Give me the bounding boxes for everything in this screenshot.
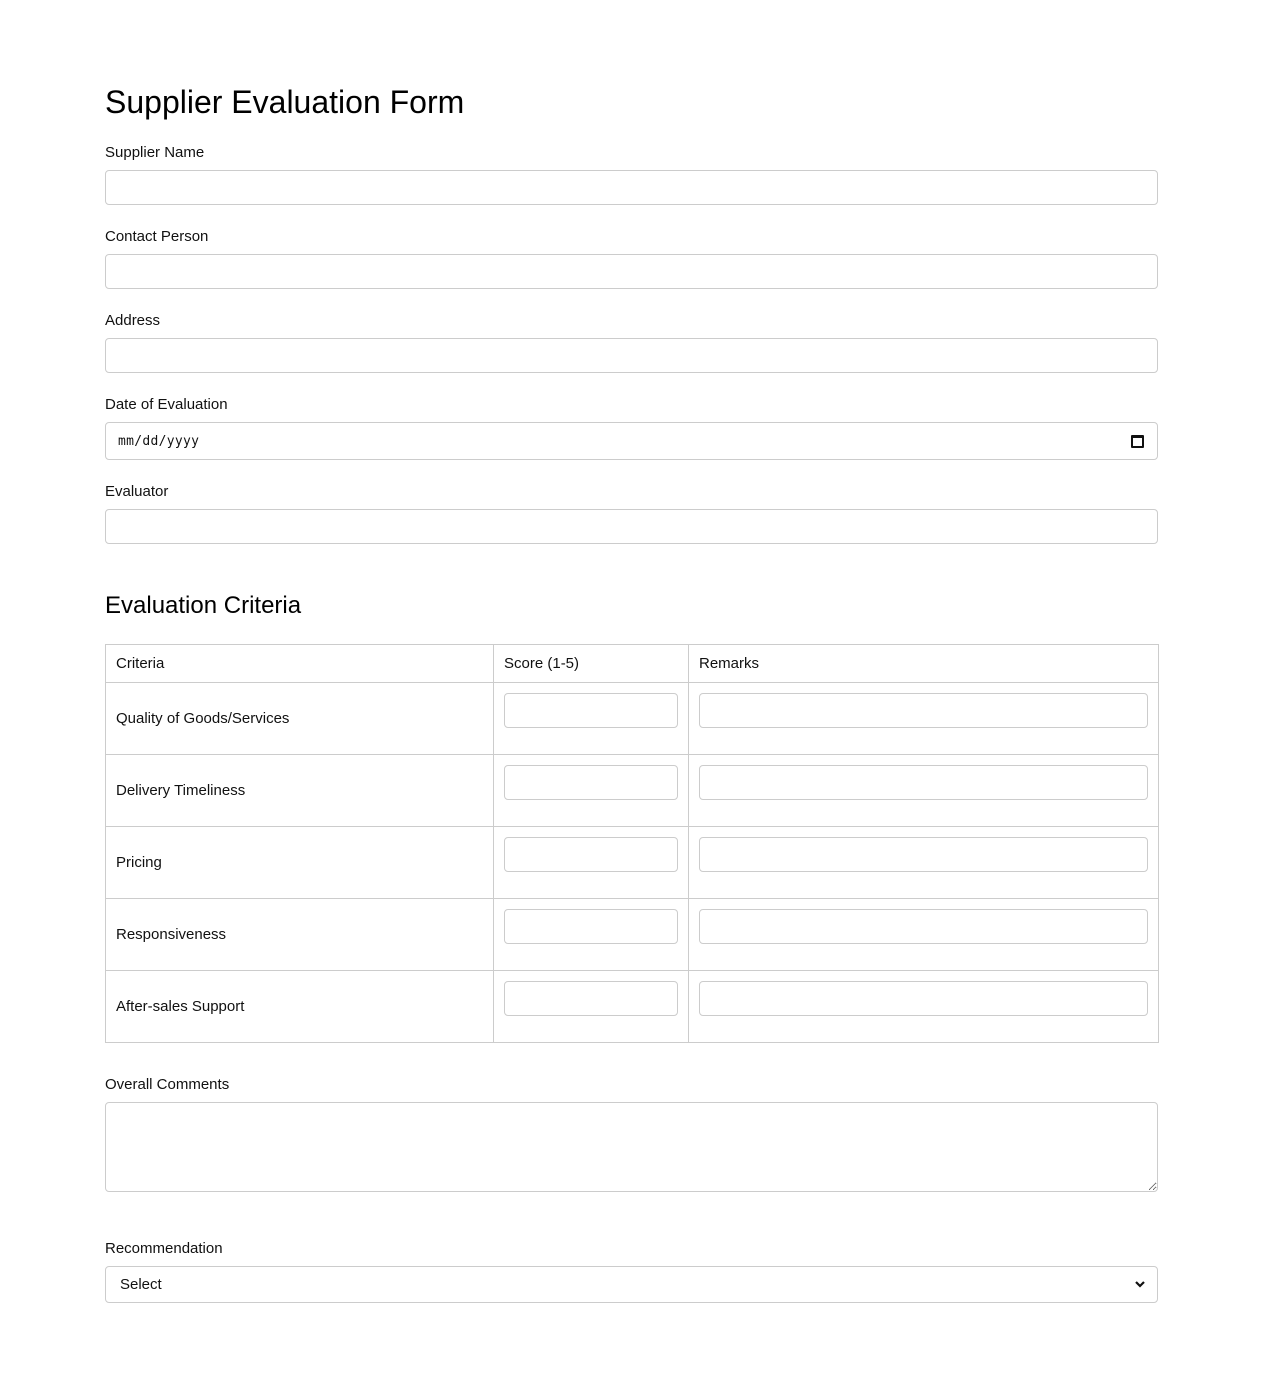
- supplier-name-field: [105, 144, 1158, 205]
- contact-person-label: Contact Person: [105, 228, 209, 245]
- remarks-cell: [689, 755, 1159, 827]
- score-cell: [494, 755, 689, 827]
- criteria-name: Pricing: [106, 827, 494, 899]
- remarks-cell: [689, 827, 1159, 899]
- column-header-score: Score (1-5): [494, 645, 689, 683]
- chevron-down-icon: [1135, 1279, 1145, 1289]
- address-input[interactable]: [105, 338, 1158, 373]
- score-input-quality[interactable]: [504, 693, 678, 728]
- table-row: [106, 827, 1159, 899]
- table-header-row: [106, 645, 1159, 683]
- column-header-criteria: Criteria: [106, 645, 494, 683]
- score-input-responsiveness[interactable]: [504, 909, 678, 944]
- address-field: [105, 312, 1158, 373]
- table-row: [106, 971, 1159, 1043]
- remarks-input-responsiveness[interactable]: [699, 909, 1148, 944]
- recommendation-field: [105, 1240, 1158, 1303]
- evaluator-input[interactable]: [105, 509, 1158, 544]
- remarks-input-pricing[interactable]: [699, 837, 1148, 872]
- score-cell: [494, 683, 689, 755]
- supplier-name-label: Supplier Name: [105, 144, 205, 161]
- remarks-input-quality[interactable]: [699, 693, 1148, 728]
- calendar-icon[interactable]: [1131, 435, 1144, 448]
- date-of-evaluation-label: Date of Evaluation: [105, 396, 228, 413]
- page-title: Supplier Evaluation Form: [105, 84, 465, 120]
- criteria-name: Delivery Timeliness: [106, 755, 494, 827]
- date-placeholder: mm/dd/yyyy: [118, 433, 200, 449]
- overall-comments-field: [105, 1076, 1158, 1192]
- contact-person-field: [105, 228, 1158, 289]
- score-cell: [494, 827, 689, 899]
- criteria-name: Responsiveness: [106, 899, 494, 971]
- date-of-evaluation-field: [105, 396, 1158, 460]
- remarks-input-delivery[interactable]: [699, 765, 1148, 800]
- score-input-delivery[interactable]: [504, 765, 678, 800]
- criteria-name: After-sales Support: [106, 971, 494, 1043]
- score-cell: [494, 899, 689, 971]
- recommendation-select[interactable]: [105, 1266, 1158, 1303]
- remarks-cell: [689, 971, 1159, 1043]
- column-header-remarks: Remarks: [689, 645, 1159, 683]
- evaluator-label: Evaluator: [105, 483, 169, 500]
- overall-comments-textarea[interactable]: [105, 1102, 1158, 1192]
- score-input-after-sales[interactable]: [504, 981, 678, 1016]
- remarks-input-after-sales[interactable]: [699, 981, 1148, 1016]
- score-cell: [494, 971, 689, 1043]
- contact-person-input[interactable]: [105, 254, 1158, 289]
- address-label: Address: [105, 312, 161, 329]
- score-input-pricing[interactable]: [504, 837, 678, 872]
- criteria-name: Quality of Goods/Services: [106, 683, 494, 755]
- overall-comments-label: Overall Comments: [105, 1076, 230, 1093]
- supplier-name-input[interactable]: [105, 170, 1158, 205]
- recommendation-selected-value: Select: [120, 1276, 162, 1293]
- table-row: [106, 899, 1159, 971]
- supplier-evaluation-form: [105, 0, 1158, 1303]
- recommendation-label: Recommendation: [105, 1240, 223, 1257]
- evaluation-criteria-title: Evaluation Criteria: [105, 592, 302, 619]
- criteria-table: [105, 644, 1159, 1043]
- evaluator-field: [105, 483, 1158, 544]
- remarks-cell: [689, 683, 1159, 755]
- table-row: [106, 683, 1159, 755]
- date-of-evaluation-input[interactable]: [105, 422, 1158, 460]
- remarks-cell: [689, 899, 1159, 971]
- table-row: [106, 755, 1159, 827]
